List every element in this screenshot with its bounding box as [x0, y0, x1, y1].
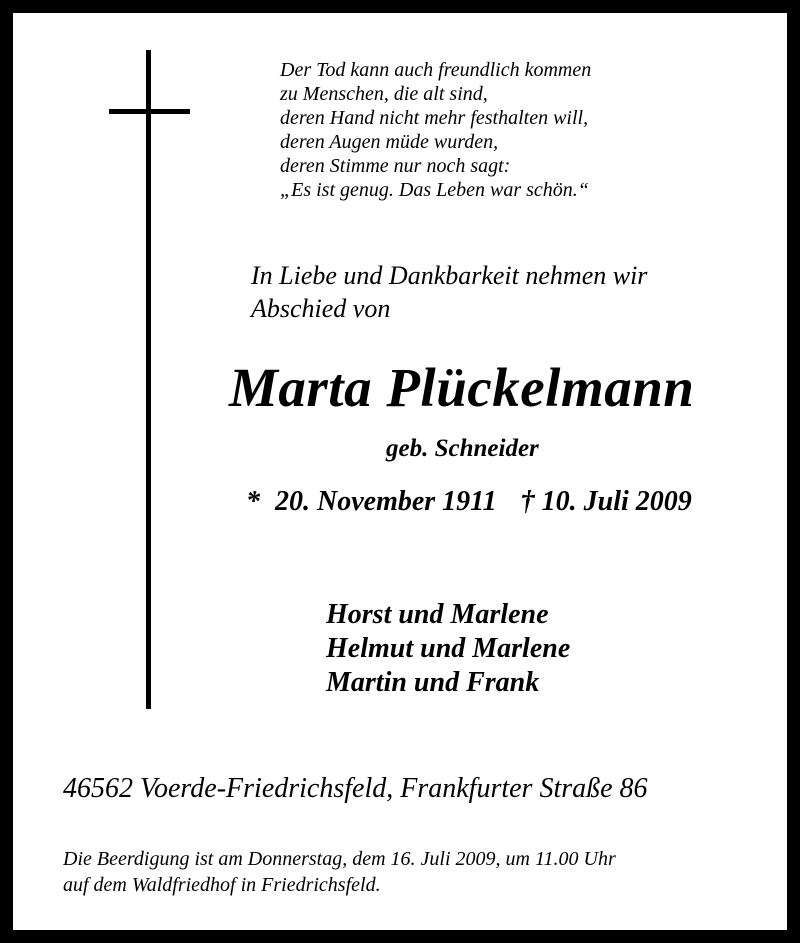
death-cross-icon: †	[520, 486, 535, 517]
poem-line: deren Augen müde wurden,	[280, 131, 499, 153]
death-date: 10. Juli 2009	[541, 486, 692, 517]
address: 46562 Voerde-Friedrichsfeld, Frankfurter Straße 86	[63, 773, 648, 804]
funeral-line: Die Beerdigung ist am Donnerstag, dem 16. Juli 2009, um 11.00 Uhr	[63, 848, 616, 870]
poem-line: Der Tod kann auch freundlich kommen	[280, 59, 592, 81]
poem-line: deren Stimme nur noch sagt:	[280, 155, 511, 177]
mourners-list	[326, 598, 570, 700]
intro-line: In Liebe und Dankbarkeit nehmen wir	[251, 261, 648, 290]
funeral-line: auf dem Waldfriedhof in Friedrichsfeld.	[63, 874, 381, 896]
maiden-name: geb. Schneider	[386, 435, 539, 462]
cross-icon	[146, 50, 151, 709]
death-group	[521, 486, 692, 517]
intro-line: Abschied von	[251, 294, 391, 323]
mourner-item: Martin und Frank	[326, 667, 540, 698]
poem	[280, 58, 591, 202]
funeral-notice	[63, 846, 616, 898]
mourner-item: Helmut und Marlene	[326, 633, 571, 664]
mourner-item: Horst und Marlene	[326, 599, 549, 630]
cross-icon-bar	[109, 109, 190, 114]
birth-date: 20. November 1911	[275, 486, 497, 517]
deceased-name: Marta Plückelmann	[229, 357, 695, 418]
birth-star-icon: *	[246, 486, 260, 517]
poem-line: zu Menschen, die alt sind,	[280, 83, 488, 105]
poem-line: deren Hand nicht mehr festhalten will,	[280, 107, 589, 129]
intro-text	[251, 259, 647, 325]
life-dates	[246, 485, 692, 519]
poem-line: „Es ist genug. Das Leben war schön.“	[280, 179, 589, 201]
